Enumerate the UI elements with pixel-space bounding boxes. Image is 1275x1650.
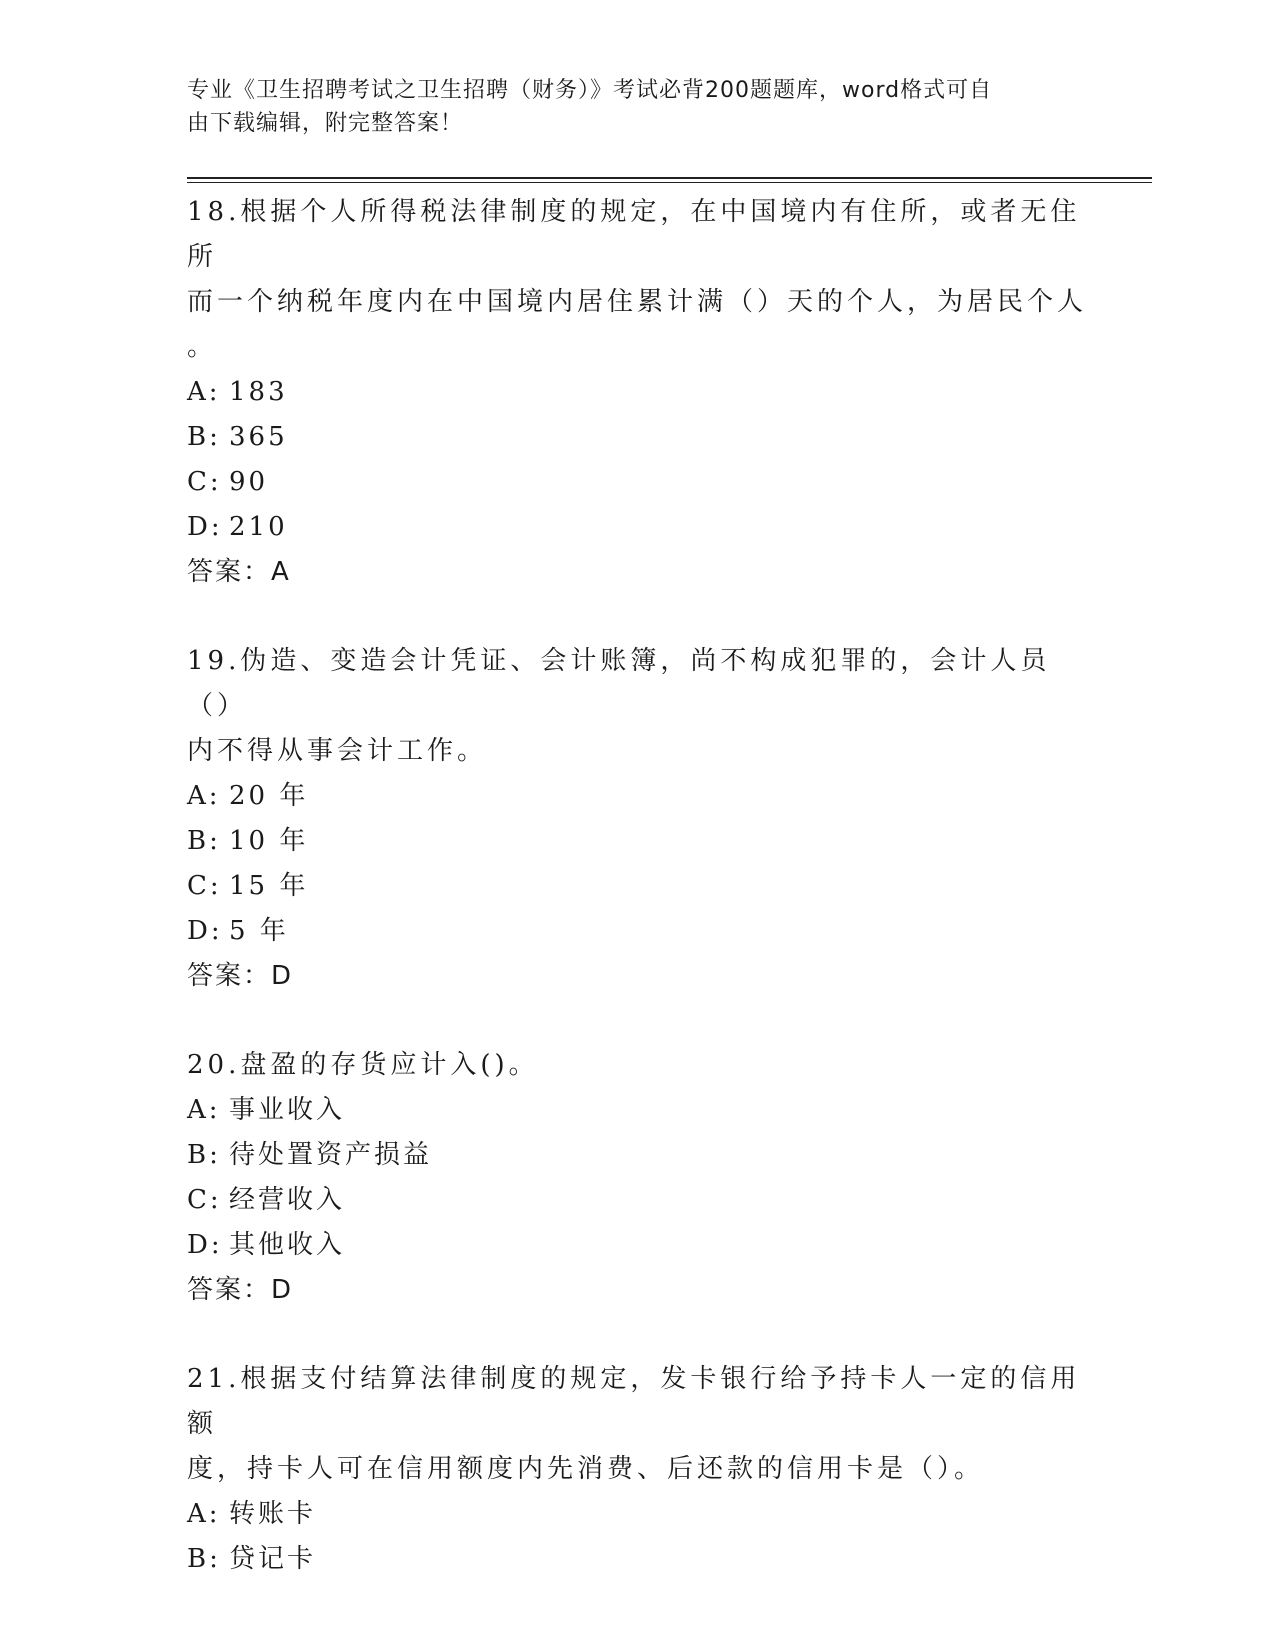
answer-line: 答案：D xyxy=(187,1275,294,1305)
option-text: 贷记卡 xyxy=(229,1544,317,1574)
option-letter: A: xyxy=(187,781,221,811)
option-text: 10 年 xyxy=(229,826,309,856)
option-a xyxy=(187,1088,1087,1133)
question-stem-line: 度，持卡人可在信用额度内先消费、后还款的信用卡是（）。 xyxy=(187,1454,985,1484)
question-18 xyxy=(187,190,1087,595)
option-letter: C: xyxy=(187,1185,222,1215)
option-text: 待处置资产损益 xyxy=(229,1140,433,1170)
header-divider-thick xyxy=(187,177,1152,179)
option-b xyxy=(187,1133,1087,1178)
question-stem-line: 21.根据支付结算法律制度的规定，发卡银行给予持卡人一定的信用额 xyxy=(187,1364,1081,1439)
question-list xyxy=(187,190,1087,1626)
option-text: 90 xyxy=(229,467,269,497)
question-stem-line: 而一个纳税年度内在中国境内居住累计满（）天的个人，为居民个人 xyxy=(187,287,1088,317)
option-letter: A: xyxy=(187,1499,221,1529)
option-text: 其他收入 xyxy=(229,1230,346,1260)
answer-line: 答案：A xyxy=(187,557,291,587)
option-a xyxy=(187,1492,1087,1537)
option-c xyxy=(187,460,1087,505)
option-letter: B: xyxy=(187,1544,221,1574)
option-text: 事业收入 xyxy=(229,1095,346,1125)
option-text: 5 年 xyxy=(229,916,289,946)
option-b xyxy=(187,415,1087,460)
header-line-1: 专业《卫生招聘考试之卫生招聘（财务）》考试必背200题题库，word格式可自 xyxy=(187,78,993,103)
option-letter: A: xyxy=(187,1095,221,1125)
option-c xyxy=(187,864,1087,909)
document-header xyxy=(187,74,1067,140)
option-c xyxy=(187,1178,1087,1223)
option-text: 365 xyxy=(229,422,288,452)
question-21 xyxy=(187,1357,1087,1582)
question-stem-line: 内不得从事会计工作。 xyxy=(187,736,488,766)
option-text: 183 xyxy=(229,377,288,407)
option-text: 20 年 xyxy=(229,781,309,811)
option-letter: D: xyxy=(187,1230,223,1260)
question-19 xyxy=(187,639,1087,999)
option-letter: B: xyxy=(187,1140,221,1170)
option-d xyxy=(187,1223,1087,1268)
option-d xyxy=(187,505,1087,550)
header-line-2: 由下载编辑，附完整答案！ xyxy=(187,111,464,136)
header-divider-thin xyxy=(187,182,1152,183)
option-text: 转账卡 xyxy=(229,1499,317,1529)
option-d xyxy=(187,909,1087,954)
question-stem-line: 19.伪造、变造会计凭证、会计账簿，尚不构成犯罪的，会计人员（） xyxy=(187,646,1051,721)
question-stem-line: 18.根据个人所得税法律制度的规定，在中国境内有住所，或者无住所 xyxy=(187,197,1081,272)
question-stem-line: 20.盘盈的存货应计入()。 xyxy=(187,1050,539,1080)
option-letter: C: xyxy=(187,467,222,497)
option-letter: B: xyxy=(187,826,221,856)
question-20 xyxy=(187,1043,1087,1313)
option-letter: C: xyxy=(187,871,222,901)
option-text: 经营收入 xyxy=(229,1185,346,1215)
option-letter: A: xyxy=(187,377,221,407)
question-stem-line: 。 xyxy=(187,332,218,362)
option-letter: D: xyxy=(187,916,223,946)
question-stem xyxy=(187,190,1087,370)
question-stem xyxy=(187,1357,1087,1492)
answer-line: 答案：D xyxy=(187,961,294,991)
option-a xyxy=(187,774,1087,819)
question-stem xyxy=(187,1043,1087,1088)
option-letter: D: xyxy=(187,512,223,542)
question-stem xyxy=(187,639,1087,774)
option-a xyxy=(187,370,1087,415)
option-text: 210 xyxy=(229,512,288,542)
option-b xyxy=(187,1537,1087,1582)
option-text: 15 年 xyxy=(229,871,309,901)
option-b xyxy=(187,819,1087,864)
option-letter: B: xyxy=(187,422,221,452)
